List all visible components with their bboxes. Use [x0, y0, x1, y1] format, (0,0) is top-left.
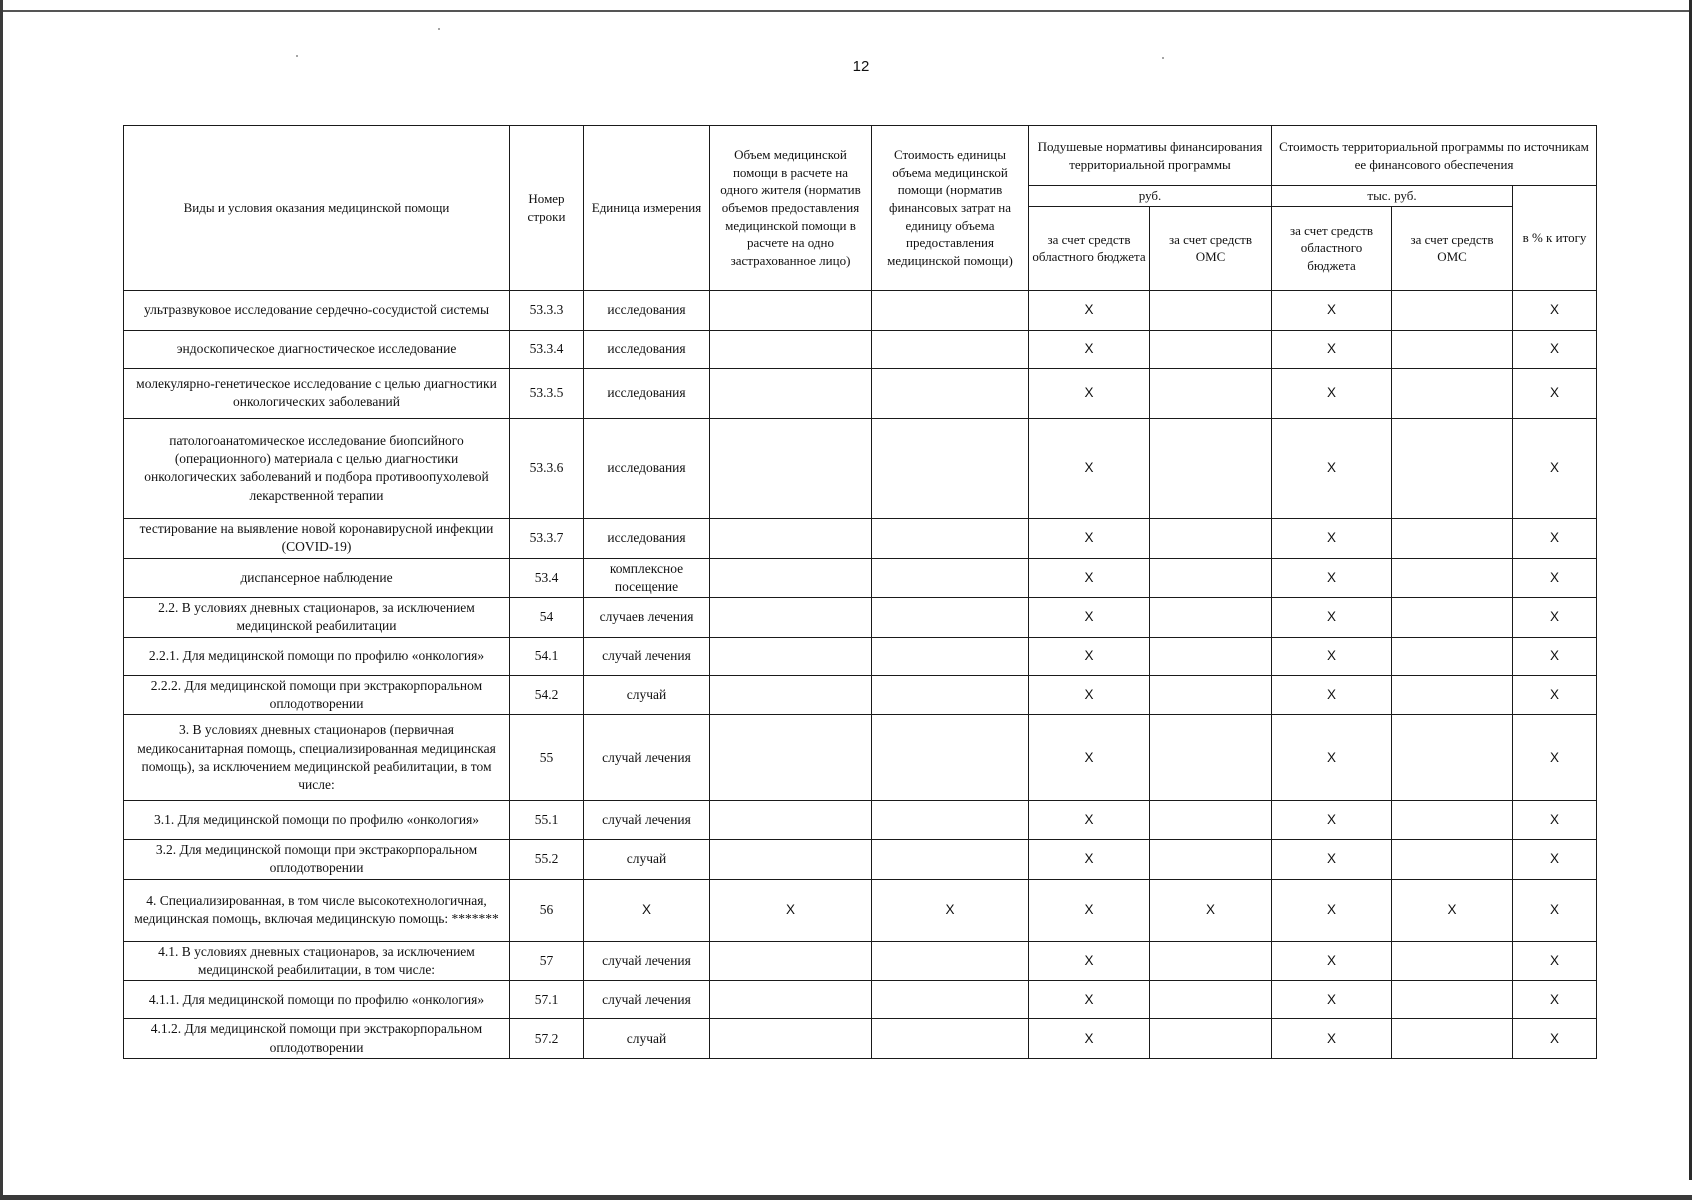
header-types: Виды и условия оказания медицинской помощи: [124, 126, 510, 291]
row-line-number: 53.3.3: [510, 290, 584, 330]
table-row: [124, 418, 1597, 518]
row-name: ультразвуковое исследование сердечно-сосудистой системы: [124, 290, 510, 330]
row-line-number: 53.3.4: [510, 330, 584, 368]
row-unit: случай: [584, 839, 710, 879]
row-pc-regional-budget: X: [1029, 879, 1150, 941]
row-tp-regional-budget: X: [1272, 1019, 1392, 1059]
table-row: [124, 941, 1597, 981]
row-unit-cost: [872, 941, 1029, 981]
row-unit-cost: [872, 981, 1029, 1019]
row-pc-regional-budget: X: [1029, 290, 1150, 330]
row-volume: [710, 558, 872, 598]
row-unit-cost: [872, 519, 1029, 559]
row-unit-cost: [872, 801, 1029, 839]
row-line-number: 55.1: [510, 801, 584, 839]
row-unit: случай: [584, 675, 710, 715]
header-volume: Объем медицинской помощи в расчете на одного жителя (норматив объемов предоставления медицинской помощи в расчете на одно застрахованное лицо): [710, 126, 872, 291]
row-name: 2.2.2. Для медицинской помощи при экстракорпоральном оплодотворении: [124, 675, 510, 715]
row-unit: X: [584, 879, 710, 941]
row-name: 3. В условиях дневных стационаров (первичная медикосанитарная помощь, специализированная медицинская помощь), за исключением медицинской реабилитации, в том числе:: [124, 715, 510, 801]
row-unit: случай лечения: [584, 637, 710, 675]
row-percent: X: [1513, 330, 1597, 368]
row-volume: [710, 801, 872, 839]
row-percent: X: [1513, 598, 1597, 638]
header-program-cost-group: Стоимость территориальной программы по источникам ее финансового обеспечения: [1272, 126, 1597, 186]
row-pc-oms: [1150, 981, 1272, 1019]
row-percent: X: [1513, 637, 1597, 675]
header-unit: Единица измерения: [584, 126, 710, 291]
row-pc-regional-budget: X: [1029, 675, 1150, 715]
row-tp-oms: [1392, 290, 1513, 330]
table-row: [124, 879, 1597, 941]
row-percent: X: [1513, 839, 1597, 879]
row-pc-oms: [1150, 941, 1272, 981]
row-unit-cost: [872, 330, 1029, 368]
scan-speck: [296, 55, 298, 57]
row-tp-oms: [1392, 598, 1513, 638]
row-volume: [710, 519, 872, 559]
row-pc-regional-budget: X: [1029, 839, 1150, 879]
table-row: [124, 675, 1597, 715]
row-pc-regional-budget: X: [1029, 941, 1150, 981]
row-pc-regional-budget: X: [1029, 801, 1150, 839]
row-pc-oms: [1150, 801, 1272, 839]
row-name: 4.1.2. Для медицинской помощи при экстракорпоральном оплодотворении: [124, 1019, 510, 1059]
row-unit-cost: [872, 598, 1029, 638]
header-percent: в % к итогу: [1513, 186, 1597, 291]
row-pc-regional-budget: X: [1029, 368, 1150, 418]
row-volume: [710, 418, 872, 518]
row-pc-regional-budget: X: [1029, 519, 1150, 559]
row-tp-regional-budget: X: [1272, 675, 1392, 715]
table-row: [124, 290, 1597, 330]
row-pc-oms: [1150, 368, 1272, 418]
row-unit-cost: [872, 418, 1029, 518]
row-name: 3.1. Для медицинской помощи по профилю «онкология»: [124, 801, 510, 839]
row-pc-regional-budget: X: [1029, 418, 1150, 518]
row-unit: случай: [584, 1019, 710, 1059]
header-pc-regional-budget: за счет средств областного бюджета: [1029, 206, 1150, 290]
row-pc-regional-budget: X: [1029, 715, 1150, 801]
scan-left-edge: [0, 0, 3, 1200]
table-row: [124, 598, 1597, 638]
row-tp-oms: X: [1392, 879, 1513, 941]
row-percent: X: [1513, 941, 1597, 981]
scan-speck: [1162, 57, 1164, 59]
row-tp-oms: [1392, 1019, 1513, 1059]
page-number: 12: [852, 58, 870, 75]
row-unit: случай лечения: [584, 981, 710, 1019]
row-unit: исследования: [584, 368, 710, 418]
row-unit: исследования: [584, 290, 710, 330]
header-per-capita-group: Подушевые нормативы финансирования территориальной программы: [1029, 126, 1272, 186]
table-row: [124, 715, 1597, 801]
table-row: [124, 330, 1597, 368]
row-volume: [710, 637, 872, 675]
row-line-number: 54: [510, 598, 584, 638]
row-tp-oms: [1392, 368, 1513, 418]
row-name: диспансерное наблюдение: [124, 558, 510, 598]
row-percent: X: [1513, 290, 1597, 330]
row-tp-regional-budget: X: [1272, 879, 1392, 941]
row-line-number: 57.2: [510, 1019, 584, 1059]
row-tp-oms: [1392, 675, 1513, 715]
row-pc-oms: [1150, 715, 1272, 801]
row-pc-regional-budget: X: [1029, 981, 1150, 1019]
row-volume: [710, 941, 872, 981]
row-pc-regional-budget: X: [1029, 558, 1150, 598]
header-tp-regional-budget: за счет средств областного бюджета: [1272, 206, 1392, 290]
table-row: [124, 1019, 1597, 1059]
row-volume: [710, 598, 872, 638]
row-pc-oms: [1150, 558, 1272, 598]
header-line-number: Номер строки: [510, 126, 584, 291]
row-unit-cost: [872, 675, 1029, 715]
header-tp-oms: за счет средств ОМС: [1392, 206, 1513, 290]
row-pc-oms: [1150, 675, 1272, 715]
row-unit-cost: [872, 839, 1029, 879]
row-line-number: 53.3.7: [510, 519, 584, 559]
row-tp-regional-budget: X: [1272, 330, 1392, 368]
table-row: [124, 558, 1597, 598]
row-volume: [710, 715, 872, 801]
row-unit-cost: [872, 637, 1029, 675]
row-name: 4.1. В условиях дневных стационаров, за исключением медицинской реабилитации, в том числе:: [124, 941, 510, 981]
row-pc-oms: [1150, 839, 1272, 879]
row-name: тестирование на выявление новой коронавирусной инфекции (COVID-19): [124, 519, 510, 559]
row-tp-oms: [1392, 418, 1513, 518]
row-percent: X: [1513, 715, 1597, 801]
row-volume: [710, 675, 872, 715]
row-pc-oms: [1150, 637, 1272, 675]
table-row: [124, 801, 1597, 839]
row-tp-regional-budget: X: [1272, 598, 1392, 638]
table-row: [124, 839, 1597, 879]
row-name: 3.2. Для медицинской помощи при экстракорпоральном оплодотворении: [124, 839, 510, 879]
row-line-number: 56: [510, 879, 584, 941]
row-name: молекулярно-генетическое исследование с целью диагностики онкологических заболеваний: [124, 368, 510, 418]
scan-top-edge: [0, 10, 1692, 12]
row-pc-regional-budget: X: [1029, 1019, 1150, 1059]
row-line-number: 53.4: [510, 558, 584, 598]
row-pc-oms: [1150, 519, 1272, 559]
row-unit: случай лечения: [584, 715, 710, 801]
row-percent: X: [1513, 368, 1597, 418]
row-pc-regional-budget: X: [1029, 637, 1150, 675]
row-tp-oms: [1392, 637, 1513, 675]
row-percent: X: [1513, 981, 1597, 1019]
scan-bottom-edge: [0, 1195, 1692, 1200]
row-tp-oms: [1392, 715, 1513, 801]
row-line-number: 55: [510, 715, 584, 801]
row-volume: [710, 839, 872, 879]
row-name: 2.2.1. Для медицинской помощи по профилю «онкология»: [124, 637, 510, 675]
header-unit-cost: Стоимость единицы объема медицинской помощи (норматив финансовых затрат на единицу объема предоставления медицинской помощи): [872, 126, 1029, 291]
row-pc-oms: [1150, 290, 1272, 330]
row-percent: X: [1513, 558, 1597, 598]
header-unit-rub: руб.: [1029, 186, 1272, 207]
row-pc-oms: [1150, 598, 1272, 638]
row-unit: случай лечения: [584, 801, 710, 839]
row-unit: комплексное посещение: [584, 558, 710, 598]
table-row: [124, 368, 1597, 418]
row-tp-oms: [1392, 981, 1513, 1019]
table-row: [124, 637, 1597, 675]
row-percent: X: [1513, 675, 1597, 715]
row-tp-oms: [1392, 330, 1513, 368]
row-tp-regional-budget: X: [1272, 941, 1392, 981]
row-unit-cost: [872, 368, 1029, 418]
row-unit-cost: [872, 290, 1029, 330]
row-pc-regional-budget: X: [1029, 330, 1150, 368]
row-volume: [710, 290, 872, 330]
row-percent: X: [1513, 418, 1597, 518]
row-tp-regional-budget: X: [1272, 637, 1392, 675]
row-line-number: 57.1: [510, 981, 584, 1019]
header-pc-oms: за счет средств ОМС: [1150, 206, 1272, 290]
row-percent: X: [1513, 1019, 1597, 1059]
row-volume: [710, 368, 872, 418]
row-name: эндоскопическое диагностическое исследование: [124, 330, 510, 368]
row-pc-oms: [1150, 330, 1272, 368]
row-tp-regional-budget: X: [1272, 981, 1392, 1019]
row-volume: [710, 981, 872, 1019]
row-unit: исследования: [584, 418, 710, 518]
row-percent: X: [1513, 519, 1597, 559]
row-name: 2.2. В условиях дневных стационаров, за исключением медицинской реабилитации: [124, 598, 510, 638]
row-line-number: 53.3.6: [510, 418, 584, 518]
row-tp-regional-budget: X: [1272, 368, 1392, 418]
row-percent: X: [1513, 879, 1597, 941]
row-line-number: 53.3.5: [510, 368, 584, 418]
row-unit: исследования: [584, 519, 710, 559]
row-tp-oms: [1392, 839, 1513, 879]
row-tp-regional-budget: X: [1272, 839, 1392, 879]
row-tp-regional-budget: X: [1272, 290, 1392, 330]
row-name: патологоанатомическое исследование биопсийного (операционного) материала с целью диагностики онкологических заболеваний и подбора противоопухолевой лекарственной терапии: [124, 418, 510, 518]
row-line-number: 57: [510, 941, 584, 981]
row-unit: исследования: [584, 330, 710, 368]
row-pc-oms: X: [1150, 879, 1272, 941]
row-name: 4. Специализированная, в том числе высокотехнологичная, медицинская помощь, включая медицинскую помощь: *******: [124, 879, 510, 941]
row-unit-cost: [872, 715, 1029, 801]
row-tp-regional-budget: X: [1272, 558, 1392, 598]
row-pc-oms: [1150, 1019, 1272, 1059]
row-line-number: 55.2: [510, 839, 584, 879]
row-tp-regional-budget: X: [1272, 418, 1392, 518]
table-row: [124, 519, 1597, 559]
row-tp-regional-budget: X: [1272, 519, 1392, 559]
row-unit: случаев лечения: [584, 598, 710, 638]
row-pc-oms: [1150, 418, 1272, 518]
row-volume: [710, 330, 872, 368]
row-line-number: 54.1: [510, 637, 584, 675]
row-unit-cost: [872, 1019, 1029, 1059]
financing-table: [123, 125, 1597, 1059]
row-tp-oms: [1392, 558, 1513, 598]
row-volume: [710, 1019, 872, 1059]
row-pc-regional-budget: X: [1029, 598, 1150, 638]
row-tp-oms: [1392, 941, 1513, 981]
row-tp-oms: [1392, 801, 1513, 839]
row-tp-regional-budget: X: [1272, 715, 1392, 801]
row-volume: X: [710, 879, 872, 941]
row-unit-cost: [872, 558, 1029, 598]
row-unit-cost: X: [872, 879, 1029, 941]
table-row: [124, 981, 1597, 1019]
row-percent: X: [1513, 801, 1597, 839]
table-body: [124, 290, 1597, 1058]
scan-speck: [438, 28, 440, 30]
header-unit-thousand-rub: тыс. руб.: [1272, 186, 1513, 207]
row-tp-oms: [1392, 519, 1513, 559]
row-line-number: 54.2: [510, 675, 584, 715]
row-name: 4.1.1. Для медицинской помощи по профилю «онкология»: [124, 981, 510, 1019]
row-tp-regional-budget: X: [1272, 801, 1392, 839]
row-unit: случай лечения: [584, 941, 710, 981]
